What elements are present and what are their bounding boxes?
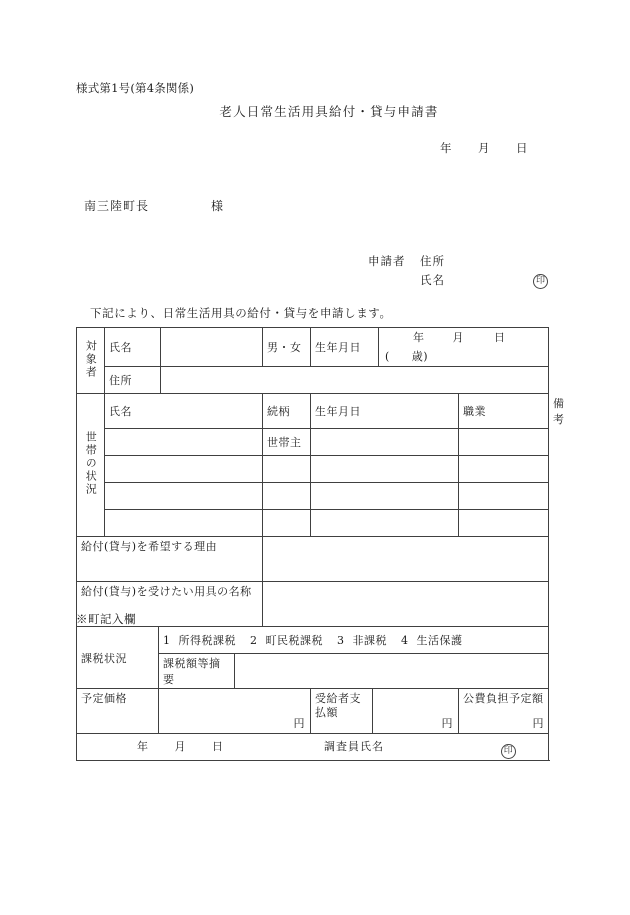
- household-col-birth: 生年月日: [311, 394, 459, 429]
- tax-option-text-2[interactable]: 町民税課税: [265, 634, 323, 647]
- town-section-label: ※町記入欄: [76, 612, 136, 626]
- subject-name-label: 氏名: [105, 328, 161, 367]
- subject-birth-label: 生年月日: [311, 328, 379, 367]
- applicant-block: [368, 252, 548, 290]
- table-row: [77, 456, 549, 483]
- birth-date-placeholders: [413, 329, 544, 345]
- town-use-table: [76, 626, 549, 761]
- public-burden-label: 公費負担予定額: [459, 689, 549, 734]
- household-relation[interactable]: [263, 510, 311, 537]
- table-row: [77, 429, 549, 456]
- subject-birth-value[interactable]: [379, 328, 549, 367]
- household-col-relation: 続柄: [263, 394, 311, 429]
- household-relation[interactable]: 世帯主: [263, 429, 311, 456]
- estimated-price-label: 予定価格: [77, 689, 159, 734]
- inspector-footer-inner: [81, 736, 544, 758]
- subject-gender-label[interactable]: 男・女: [263, 328, 311, 367]
- subject-address-label: 住所: [105, 367, 161, 394]
- applicant-address-row: [368, 252, 548, 271]
- tax-option-num-4: 4: [401, 634, 409, 647]
- month-label: 月: [174, 740, 186, 753]
- inspector-seal-wrap: [501, 740, 516, 762]
- form-number: 様式第1号(第4条関係): [76, 81, 195, 95]
- applicant-name-label: 氏名: [420, 273, 445, 287]
- household-vertical-label: 世帯の状況: [77, 394, 105, 537]
- table-row: [77, 367, 549, 394]
- reason-label: 給付(貸与)を希望する理由: [77, 537, 263, 582]
- day-label: 日: [212, 740, 224, 753]
- household-name[interactable]: [105, 429, 263, 456]
- addressee-honorific: 様: [211, 199, 224, 213]
- birth-month-label: 月: [452, 331, 464, 344]
- tax-option-text-3[interactable]: 非課税: [352, 634, 387, 647]
- household-occupation[interactable]: [459, 483, 549, 510]
- estimated-price-value[interactable]: [159, 689, 311, 734]
- inspection-date: [137, 736, 224, 758]
- tax-status-options[interactable]: [159, 627, 549, 654]
- birth-year-label: 年: [413, 331, 425, 344]
- tax-summary-label: 課税額等摘要: [159, 654, 235, 689]
- reason-value[interactable]: [263, 537, 549, 582]
- household-relation[interactable]: [263, 483, 311, 510]
- table-row: [77, 328, 549, 367]
- addressee-line: [84, 197, 223, 214]
- intro-text: 下記により、日常生活用具の給付・貸与を申請します。: [90, 306, 392, 320]
- equipment-label: 給付(貸与)を受けたい用具の名称: [77, 582, 263, 627]
- household-relation[interactable]: [263, 456, 311, 483]
- birth-day-label: 日: [494, 331, 506, 344]
- household-birth[interactable]: [311, 510, 459, 537]
- subject-vertical-label: 対象者: [77, 328, 105, 394]
- household-occupation[interactable]: [459, 456, 549, 483]
- household-birth[interactable]: [311, 456, 459, 483]
- applicant-name-row: [368, 271, 548, 290]
- recipient-payment-value[interactable]: [373, 689, 459, 734]
- inspector-label: 調査員氏名: [324, 740, 384, 753]
- yen-unit: 円: [441, 717, 453, 730]
- household-col-name: 氏名: [105, 394, 263, 429]
- day-label: 日: [516, 141, 528, 155]
- seal-icon: 印: [533, 274, 548, 289]
- inspector-footer-cell: [77, 734, 549, 761]
- yen-unit: 円: [293, 717, 305, 730]
- subject-address-value[interactable]: [161, 367, 549, 394]
- table-row: 世帯の状況 氏名 続柄 生年月日 職業 備考: [77, 394, 549, 429]
- household-name[interactable]: [105, 510, 263, 537]
- applicant-address-label: 住所: [420, 254, 445, 268]
- applicant-label: 申請者: [368, 254, 406, 268]
- household-birth[interactable]: [311, 483, 459, 510]
- household-col-occupation: 職業: [459, 394, 549, 429]
- household-occupation[interactable]: [459, 510, 549, 537]
- tax-status-label: 課税状況: [77, 627, 159, 689]
- tax-option-num-3: 3: [337, 634, 345, 647]
- year-label: 年: [440, 141, 452, 155]
- tax-option-num-2: 2: [250, 634, 258, 647]
- tax-option-text-1[interactable]: 所得税課税: [178, 634, 236, 647]
- household-occupation[interactable]: [459, 429, 549, 456]
- addressee-name: 南三陸町長: [84, 199, 150, 213]
- age-placeholder: [385, 348, 428, 364]
- age-open-paren: (: [385, 350, 390, 363]
- table-row: [77, 734, 549, 761]
- table-row: [77, 582, 549, 627]
- equipment-value[interactable]: [263, 582, 549, 627]
- year-label: 年: [137, 740, 149, 753]
- tax-option-num-1: 1: [163, 634, 171, 647]
- household-name[interactable]: [105, 456, 263, 483]
- page-title: 老人日常生活用具給付・貸与申請書: [219, 104, 439, 119]
- table-row: [77, 627, 549, 654]
- tax-summary-value[interactable]: [235, 654, 549, 689]
- table-row: [77, 537, 549, 582]
- table-row: [77, 483, 549, 510]
- seal-icon: 印: [501, 744, 516, 759]
- table-row: [77, 689, 549, 734]
- age-label: 歳): [411, 350, 429, 363]
- tax-option-text-4[interactable]: 生活保護: [416, 634, 463, 647]
- main-form-table: [76, 327, 565, 627]
- month-label: 月: [478, 141, 490, 155]
- yen-unit: 円: [532, 717, 544, 730]
- submission-date-line: [440, 140, 528, 156]
- household-name[interactable]: [105, 483, 263, 510]
- recipient-payment-label: 受給者支払額: [311, 689, 373, 734]
- household-birth[interactable]: [311, 429, 459, 456]
- table-row: [77, 510, 549, 537]
- subject-name-value[interactable]: [161, 328, 263, 367]
